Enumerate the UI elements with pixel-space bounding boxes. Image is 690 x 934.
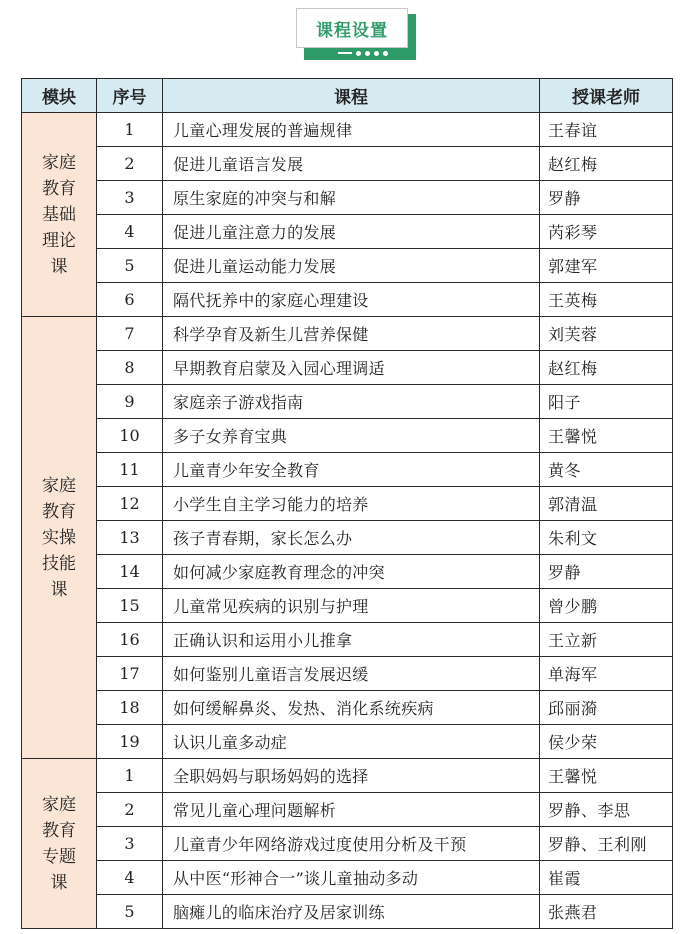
teacher-cell: 邱丽漪 (540, 691, 673, 725)
course-table (21, 78, 673, 929)
course-cell: 儿童青少年网络游戏过度使用分析及干预 (163, 827, 540, 861)
teacher-cell: 侯少荣 (540, 725, 673, 759)
course-cell: 家庭亲子游戏指南 (163, 385, 540, 419)
number-cell: 19 (97, 725, 163, 759)
course-cell: 如何减少家庭教育理念的冲突 (163, 555, 540, 589)
table-row (22, 521, 673, 555)
module-cell (22, 317, 97, 759)
table-row (22, 623, 673, 657)
course-cell: 如何缓解鼻炎、发热、消化系统疾病 (163, 691, 540, 725)
course-cell: 原生家庭的冲突与和解 (163, 181, 540, 215)
table-row (22, 147, 673, 181)
table-row (22, 385, 673, 419)
teacher-cell: 芮彩琴 (540, 215, 673, 249)
table-row (22, 657, 673, 691)
course-cell: 如何鉴别儿童语言发展迟缓 (163, 657, 540, 691)
course-cell: 促进儿童语言发展 (163, 147, 540, 181)
course-cell: 常见儿童心理问题解析 (163, 793, 540, 827)
number-cell: 5 (97, 249, 163, 283)
table-row (22, 691, 673, 725)
teacher-cell: 曾少鹏 (540, 589, 673, 623)
course-cell: 正确认识和运用小儿推拿 (163, 623, 540, 657)
course-cell: 认识儿童多动症 (163, 725, 540, 759)
table-row (22, 215, 673, 249)
number-cell: 16 (97, 623, 163, 657)
table-row (22, 759, 673, 793)
number-cell: 3 (97, 827, 163, 861)
course-cell: 科学孕育及新生儿营养保健 (163, 317, 540, 351)
table-row (22, 555, 673, 589)
table-row (22, 317, 673, 351)
number-cell: 6 (97, 283, 163, 317)
course-cell: 促进儿童运动能力发展 (163, 249, 540, 283)
course-cell: 脑瘫儿的临床治疗及居家训练 (163, 895, 540, 929)
course-cell: 全职妈妈与职场妈妈的选择 (163, 759, 540, 793)
number-cell: 3 (97, 181, 163, 215)
teacher-cell: 罗静 (540, 555, 673, 589)
teacher-cell: 赵红梅 (540, 351, 673, 385)
number-cell: 13 (97, 521, 163, 555)
number-cell: 9 (97, 385, 163, 419)
number-cell: 10 (97, 419, 163, 453)
module-label: 家庭教育基础理论课 (41, 152, 76, 277)
course-cell: 促进儿童注意力的发展 (163, 215, 540, 249)
table-row (22, 895, 673, 929)
header-num: 序号 (97, 79, 163, 113)
number-cell: 11 (97, 453, 163, 487)
number-cell: 18 (97, 691, 163, 725)
course-cell: 隔代抚养中的家庭心理建设 (163, 283, 540, 317)
number-cell: 4 (97, 861, 163, 895)
number-cell: 8 (97, 351, 163, 385)
title-badge (296, 8, 408, 48)
table-row (22, 181, 673, 215)
number-cell: 5 (97, 895, 163, 929)
teacher-cell: 崔霞 (540, 861, 673, 895)
teacher-cell: 阳子 (540, 385, 673, 419)
course-cell: 孩子青春期，家长怎么办 (163, 521, 540, 555)
teacher-cell: 赵红梅 (540, 147, 673, 181)
number-cell: 2 (97, 147, 163, 181)
number-cell: 7 (97, 317, 163, 351)
number-cell: 4 (97, 215, 163, 249)
page-title: 课程设置 (316, 20, 388, 41)
teacher-cell: 郭建军 (540, 249, 673, 283)
header-module: 模块 (22, 79, 97, 113)
number-cell: 14 (97, 555, 163, 589)
teacher-cell: 朱利文 (540, 521, 673, 555)
number-cell: 1 (97, 759, 163, 793)
table-row (22, 827, 673, 861)
number-cell: 17 (97, 657, 163, 691)
teacher-cell: 王馨悦 (540, 419, 673, 453)
table-row (22, 861, 673, 895)
table-row (22, 113, 673, 147)
table-row (22, 793, 673, 827)
teacher-cell: 罗静、王利刚 (540, 827, 673, 861)
number-cell: 15 (97, 589, 163, 623)
table-row (22, 283, 673, 317)
teacher-cell: 郭清温 (540, 487, 673, 521)
teacher-cell: 罗静、李思 (540, 793, 673, 827)
number-cell: 12 (97, 487, 163, 521)
module-label: 家庭教育专题课 (41, 794, 76, 893)
table-row (22, 725, 673, 759)
table-row (22, 589, 673, 623)
teacher-cell: 王立新 (540, 623, 673, 657)
table-row (22, 351, 673, 385)
course-cell: 多子女养育宝典 (163, 419, 540, 453)
table-row (22, 487, 673, 521)
teacher-cell: 王英梅 (540, 283, 673, 317)
number-cell: 1 (97, 113, 163, 147)
teacher-cell: 王馨悦 (540, 759, 673, 793)
number-cell: 2 (97, 793, 163, 827)
header-course: 课程 (163, 79, 540, 113)
teacher-cell: 黄冬 (540, 453, 673, 487)
course-cell: 儿童常见疾病的识别与护理 (163, 589, 540, 623)
table-row (22, 453, 673, 487)
course-cell: 从中医“形神合一”谈儿童抽动多动 (163, 861, 540, 895)
table-header-row (22, 79, 673, 113)
title-decoration (338, 49, 388, 57)
module-cell (22, 113, 97, 317)
table-row (22, 419, 673, 453)
module-label: 家庭教育实操技能课 (41, 475, 76, 600)
teacher-cell: 单海军 (540, 657, 673, 691)
teacher-cell: 刘芙蓉 (540, 317, 673, 351)
header-teacher: 授课老师 (540, 79, 673, 113)
teacher-cell: 张燕君 (540, 895, 673, 929)
course-cell: 早期教育启蒙及入园心理调适 (163, 351, 540, 385)
course-cell: 儿童青少年安全教育 (163, 453, 540, 487)
teacher-cell: 罗静 (540, 181, 673, 215)
course-cell: 小学生自主学习能力的培养 (163, 487, 540, 521)
table-row (22, 249, 673, 283)
table-body (22, 113, 673, 929)
module-cell (22, 759, 97, 929)
teacher-cell: 王春谊 (540, 113, 673, 147)
course-cell: 儿童心理发展的普遍规律 (163, 113, 540, 147)
